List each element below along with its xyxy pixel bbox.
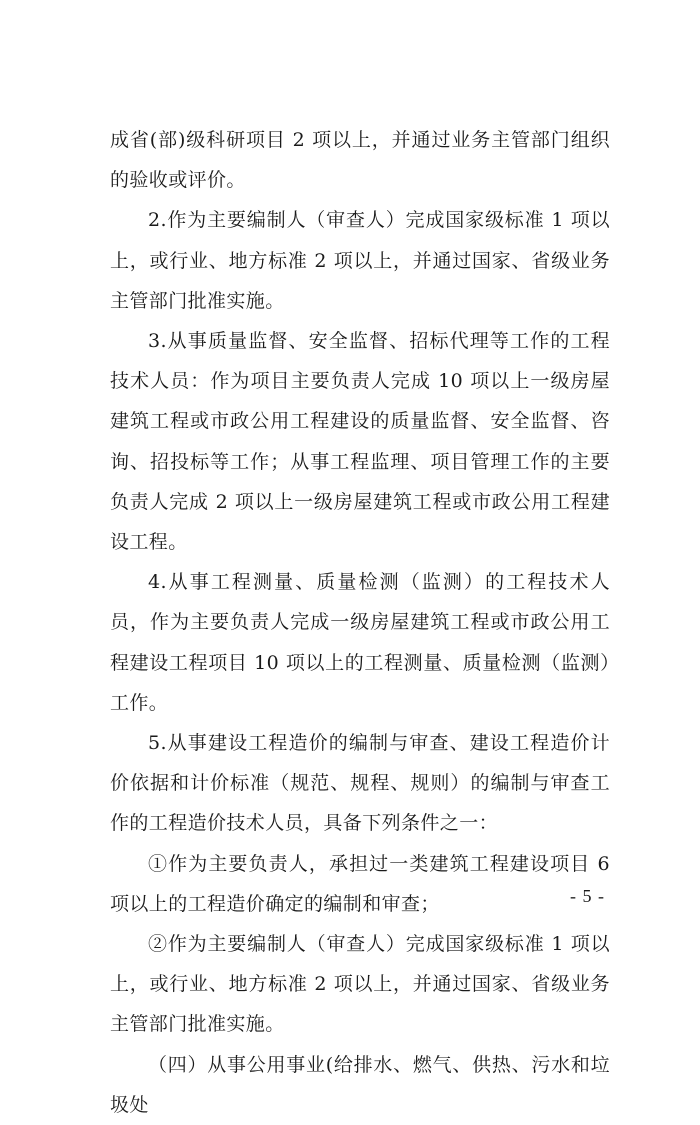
paragraph-5: 5.从事建设工程造价的编制与审查、建设工程造价计价依据和计价标准（规范、规程、规则）的编制与审查工作的工程造价技术人员，具备下列条件之一：	[110, 732, 610, 835]
paragraph-1: 成省(部)级科研项目 2 项以上，并通过业务主管部门组织的验收或评价。	[110, 129, 610, 192]
document-body	[110, 120, 610, 1125]
paragraph-8: （四）从事公用事业(给排水、燃气、供热、污水和垃圾处	[110, 1053, 610, 1116]
paragraph-2: 2.作为主要编制人（审查人）完成国家级标准 1 项以上，或行业、地方标准 2 项以上，并通过国家、省级业务主管部门批准实施。	[110, 209, 610, 312]
page-number: - 5 -	[570, 886, 605, 906]
paragraph-3: 3.从事质量监督、安全监督、招标代理等工作的工程技术人员：作为项目主要负责人完成 10 项以上一级房屋建筑工程或市政公用工程建设的质量监督、安全监督、咨询、招投标等工作；从事工程监理、项目管理工作的主要负责人完成 2 项以上一级房屋建筑工程或市政公用工程建设工程。	[110, 330, 610, 554]
paragraph-4: 4.从事工程测量、质量检测（监测）的工程技术人员，作为主要负责人完成一级房屋建筑工程或市政公用工程建设工程项目 10 项以上的工程测量、质量检测（监测）工作。	[110, 571, 610, 714]
paragraph-7: ②作为主要编制人（审查人）完成国家级标准 1 项以上，或行业、地方标准 2 项以上，并通过国家、省级业务主管部门批准实施。	[110, 933, 610, 1036]
paragraph-6: ①作为主要负责人，承担过一类建筑工程建设项目 6 项以上的工程造价确定的编制和审查；	[110, 852, 610, 915]
